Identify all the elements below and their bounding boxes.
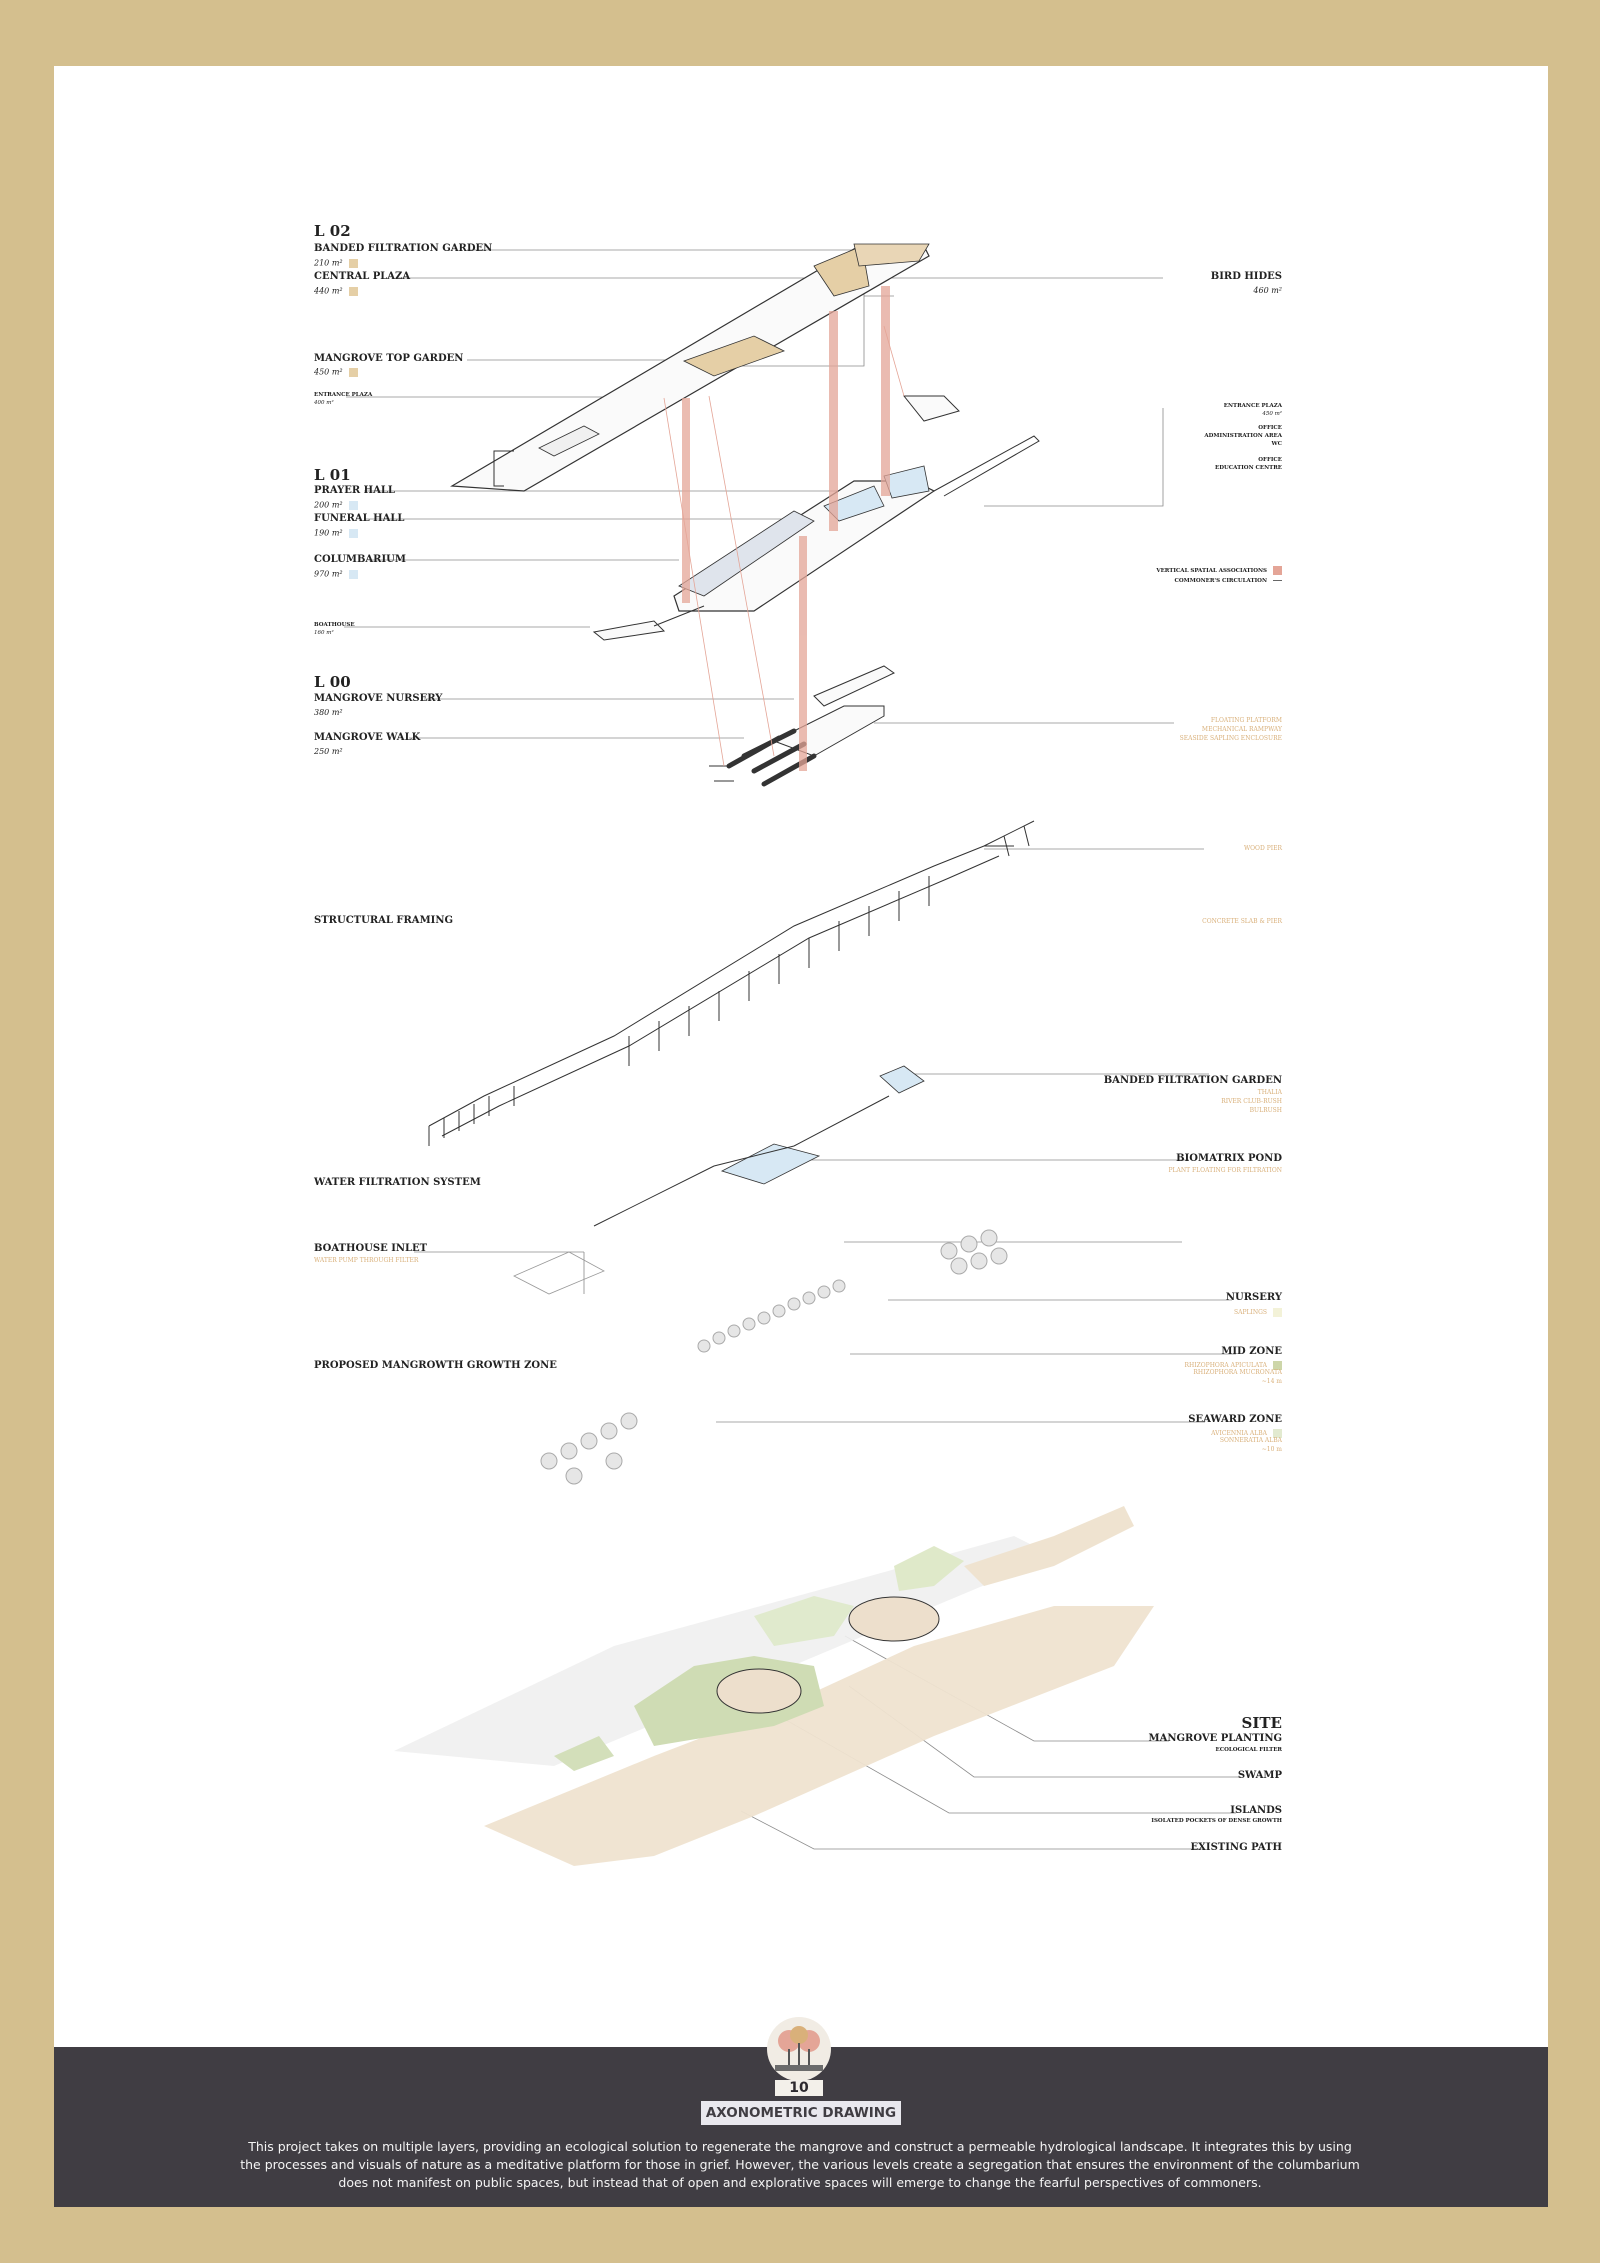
level-02-label: L 02 <box>314 222 351 240</box>
sonneratia-alba-label: SONNERATIA ALBA <box>1219 1437 1282 1444</box>
river-club-rush-label: RIVER CLUB-RUSH <box>1221 1098 1282 1105</box>
banded-filtration-right-label: BANDED FILTRATION GARDEN <box>1103 1075 1282 1086</box>
seaside-sapling-label: SEASIDE SAPLING ENCLOSURE <box>1179 735 1282 742</box>
level-01-label: L 01 <box>314 466 351 484</box>
education-centre-label: EDUCATION CENTRE <box>1215 465 1282 471</box>
banded-area: 210 m² <box>314 259 358 268</box>
central-plaza-area: 440 m² <box>314 287 358 296</box>
office-edu-label: OFFICE <box>1258 457 1282 463</box>
mid-zone-label: MID ZONE <box>1221 1346 1282 1357</box>
mangrove-walk-label: MANGROVE WALK <box>314 732 421 743</box>
mangrove-nursery-area: 380 m² <box>314 708 343 717</box>
project-description <box>230 2138 1370 2192</box>
site-plan <box>394 1506 1154 1866</box>
ecological-filter-label: ECOLOGICAL FILTER <box>1215 1747 1282 1753</box>
islands-sub-label: ISOLATED POCKETS OF DENSE GROWTH <box>1151 1818 1282 1824</box>
prayer-hall-area: 200 m² <box>314 501 358 510</box>
mangrove-nursery-label: MANGROVE NURSERY <box>314 693 443 704</box>
growth-trees <box>541 1230 1007 1484</box>
rhizophora-apiculata-label: RHIZOPHORA APICULATA <box>1184 1361 1282 1370</box>
biomatrix-sub-label: PLANT FLOATING FOR FILTRATION <box>1168 1167 1282 1174</box>
funeral-hall-label: FUNERAL HALL <box>314 513 405 524</box>
columbarium-area: 970 m² <box>314 570 358 579</box>
water-filtration <box>514 1066 924 1294</box>
mid-zone-height: ~14 m <box>1261 1378 1282 1385</box>
bulrush-label: BULRUSH <box>1249 1107 1282 1114</box>
boathouse-area: 160 m² <box>314 630 334 636</box>
mangrove-walk-area: 250 m² <box>314 747 343 756</box>
entrance-plaza-label: ENTRANCE PLAZA <box>314 392 373 398</box>
site-title: SITE <box>1241 1714 1282 1732</box>
islands-label: ISLANDS <box>1230 1805 1282 1816</box>
boathouse-inlet-sub-label: WATER PUMP THROUGH FILTER <box>314 1257 419 1264</box>
description-line-2: the processes and visuals of nature as a meditative platform for those in grief. However, the various levels create a segregation that ensures the environment of the columbarium <box>240 2157 1360 2172</box>
growth-zone-label: PROPOSED MANGROWTH GROWTH ZONE <box>314 1360 557 1371</box>
boathouse-inlet-label: BOATHOUSE INLET <box>314 1243 428 1254</box>
entrance-plaza-right-label: ENTRANCE PLAZA <box>1223 403 1282 409</box>
circulation-legend: COMMONER'S CIRCULATION <box>1174 579 1282 585</box>
rhizophora-mucronata-label: RHIZOPHORA MUCRONATA <box>1193 1369 1282 1376</box>
columbarium-label: COLUMBARIUM <box>314 554 406 565</box>
emblem-icon <box>767 2017 831 2081</box>
drawing-title: AXONOMETRIC DRAWING <box>701 2101 901 2125</box>
funeral-hall-area: 190 m² <box>314 529 358 538</box>
swamp-label: SWAMP <box>1237 1770 1282 1781</box>
concrete-slab-label: CONCRETE SLAB & PIER <box>1202 918 1282 925</box>
boathouse-label: BOATHOUSE <box>314 622 355 628</box>
bird-hides-label: BIRD HIDES <box>1210 271 1282 282</box>
structural-framing <box>429 821 1034 1146</box>
nursery-label: NURSERY <box>1225 1292 1282 1303</box>
vertical-associations-legend: VERTICAL SPATIAL ASSOCIATIONS <box>1156 566 1282 575</box>
mangrove-top-label: MANGROVE TOP GARDEN <box>314 353 464 364</box>
description-line-3: does not manifest on public spaces, but instead that of open and explorative spaces will emerge to change the fearful perspectives of commoners. <box>338 2175 1262 2190</box>
level-00-label: L 00 <box>314 673 351 691</box>
thalia-label: THALIA <box>1257 1089 1282 1096</box>
mangrove-top-area: 450 m² <box>314 368 358 377</box>
water-filtration-label: WATER FILTRATION SYSTEM <box>314 1177 481 1188</box>
structural-framing-label: STRUCTURAL FRAMING <box>314 915 453 926</box>
office-admin-label: OFFICE <box>1258 425 1282 431</box>
wood-pier-label: WOOD PIER <box>1243 845 1282 852</box>
seaward-zone-height: ~10 m <box>1261 1446 1282 1453</box>
prayer-hall-label: PRAYER HALL <box>314 485 395 496</box>
central-plaza-label: CENTRAL PLAZA <box>314 271 411 282</box>
wc-label: WC <box>1271 441 1282 447</box>
seaward-zone-label: SEAWARD ZONE <box>1188 1414 1282 1425</box>
axonometric-diagram <box>54 66 1548 2047</box>
biomatrix-pond-label: BIOMATRIX POND <box>1176 1153 1282 1164</box>
banded-filtration-label: BANDED FILTRATION GARDEN <box>314 243 493 254</box>
drawing-board <box>54 66 1548 2207</box>
description-line-1: This project takes on multiple layers, providing an ecological solution to regenerate the mangrove and construct a permeable hydrological landscape. It integrates this by using <box>248 2139 1352 2154</box>
floating-platform-label: FLOATING PLATFORM <box>1210 717 1282 724</box>
avicennia-alba-label: AVICENNIA ALBA <box>1211 1429 1282 1438</box>
mechanical-rampway-label: MECHANICAL RAMPWAY <box>1201 726 1282 733</box>
page-number: 10 <box>775 2080 823 2096</box>
entrance-plaza-area: 400 m² <box>314 400 334 406</box>
level-01-plan <box>594 436 1039 640</box>
existing-path-label: EXISTING PATH <box>1190 1842 1282 1853</box>
entrance-plaza-right-area: 450 m² <box>1262 411 1282 417</box>
mangrove-planting-label: MANGROVE PLANTING <box>1148 1733 1282 1744</box>
saplings-label: SAPLINGS <box>1234 1308 1282 1317</box>
admin-area-label: ADMINISTRATION AREA <box>1204 433 1282 439</box>
bird-hides-area: 460 m² <box>1253 286 1282 295</box>
